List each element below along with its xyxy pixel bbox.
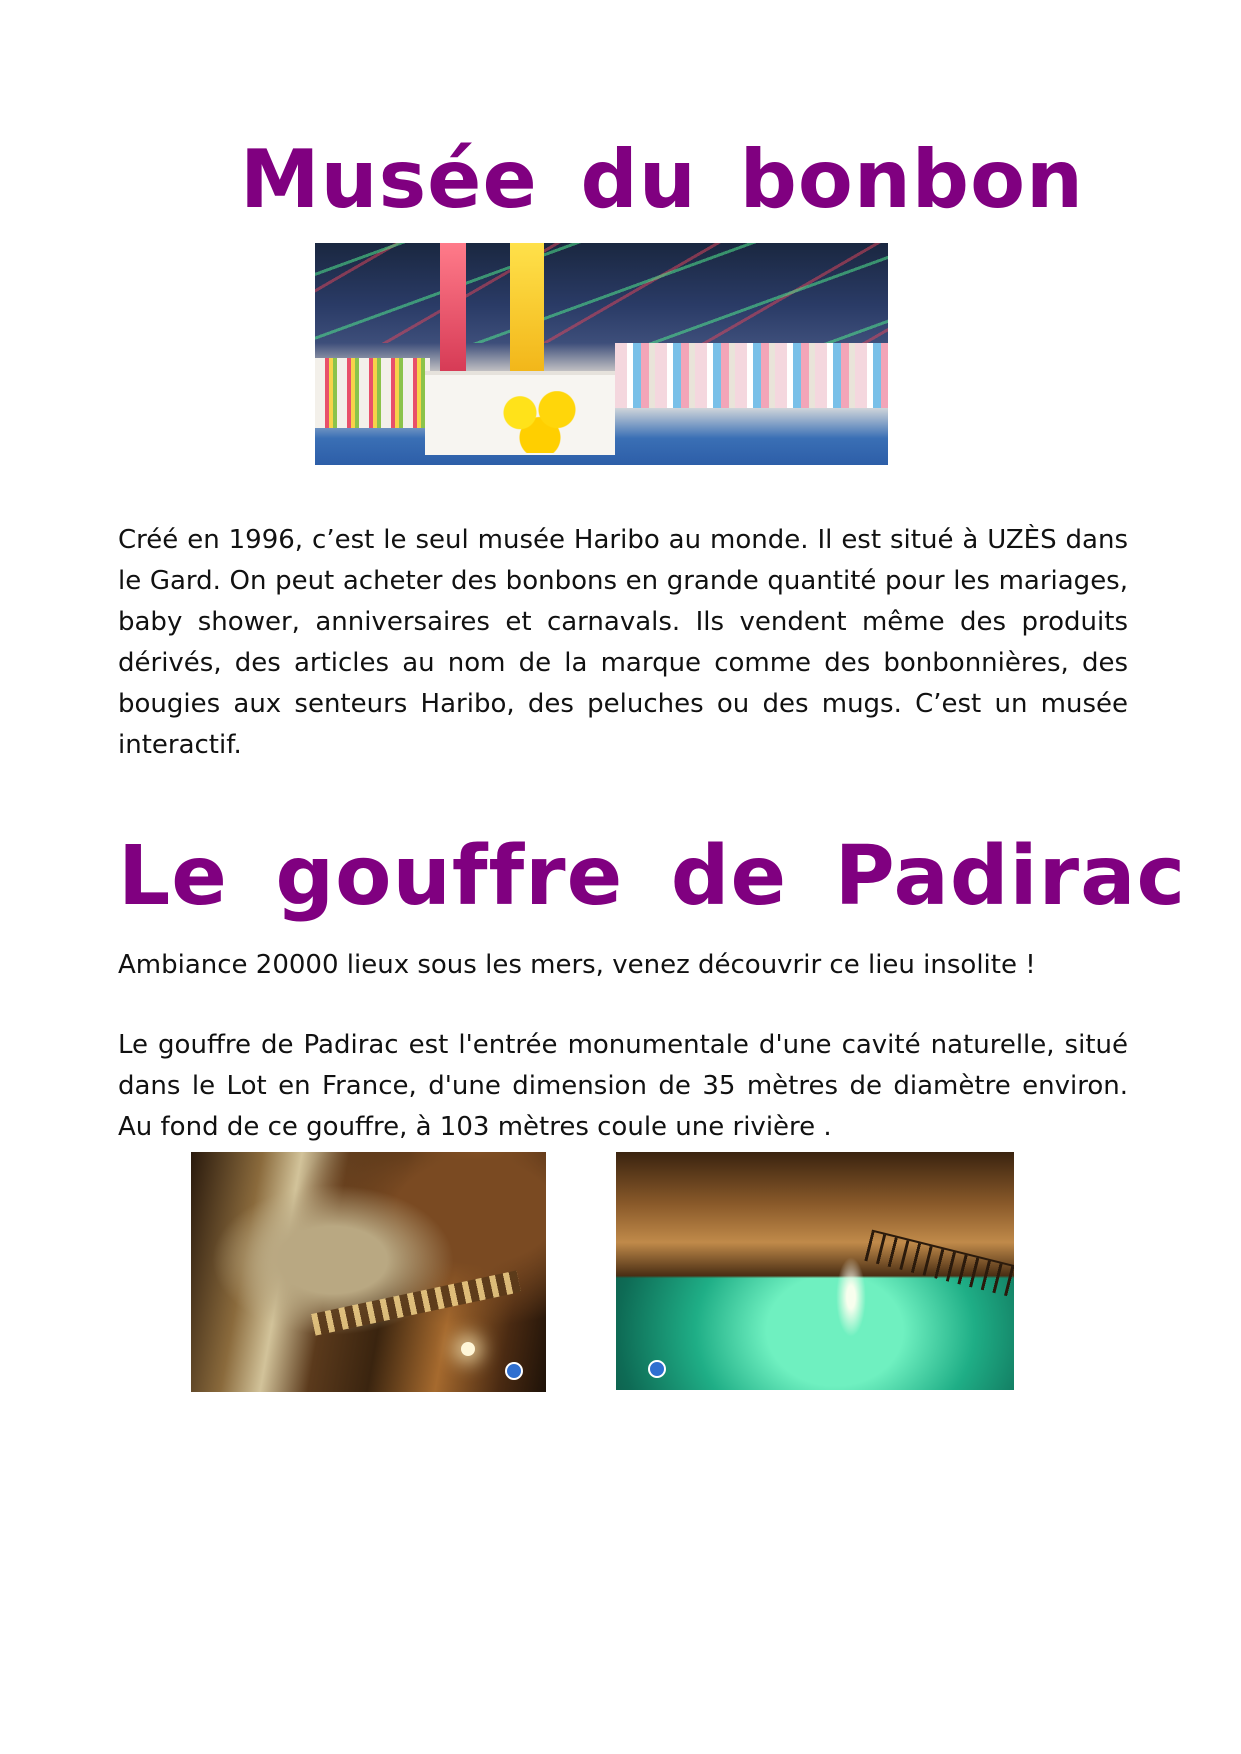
globe-logo-icon [648, 1360, 666, 1378]
page-title-padirac: Le gouffre de Padirac [118, 829, 1187, 924]
musee-description: Créé en 1996, c’est le seul musée Haribo au monde. Il est situé à UZÈS dans le Gard. On peut acheter des bonbons en grande quantité pour les mariages, baby shower, anniversaires et carnavals. Ils vendent même des produits dérivés, des articles au nom de la marque comme des bonbonnières, des bougies aux senteurs Haribo, des peluches ou des mugs. C’est un musée interactif. [118, 525, 1128, 760]
cave-river-photo [616, 1152, 1014, 1390]
cave-walkway-photo [191, 1152, 546, 1392]
candy-column [510, 243, 544, 373]
light-reflection [836, 1257, 866, 1337]
globe-logo-icon [505, 1362, 523, 1380]
padirac-tagline: Ambiance 20000 lieux sous les mers, venez découvrir ce lieu insolite ! [118, 950, 1036, 980]
candy-shelf [615, 343, 888, 408]
cave-walkway [311, 1270, 521, 1335]
ceiling-lights [315, 243, 888, 343]
cave-railing [864, 1230, 1014, 1297]
page-title-musee: Musée du bonbon [240, 133, 1084, 226]
candy-shelf [315, 358, 430, 428]
gummy-bear-plush [495, 391, 595, 453]
candy-column [440, 243, 466, 373]
padirac-description: Le gouffre de Padirac est l'entrée monumentale d'une cavité naturelle, situé dans le Lot en France, d'une dimension de 35 mètres de diamètre environ. Au fond de ce gouffre, à 103 mètres coule une rivière . [118, 1030, 1128, 1142]
candy-store-photo [315, 243, 888, 465]
lamp-light [461, 1342, 475, 1356]
